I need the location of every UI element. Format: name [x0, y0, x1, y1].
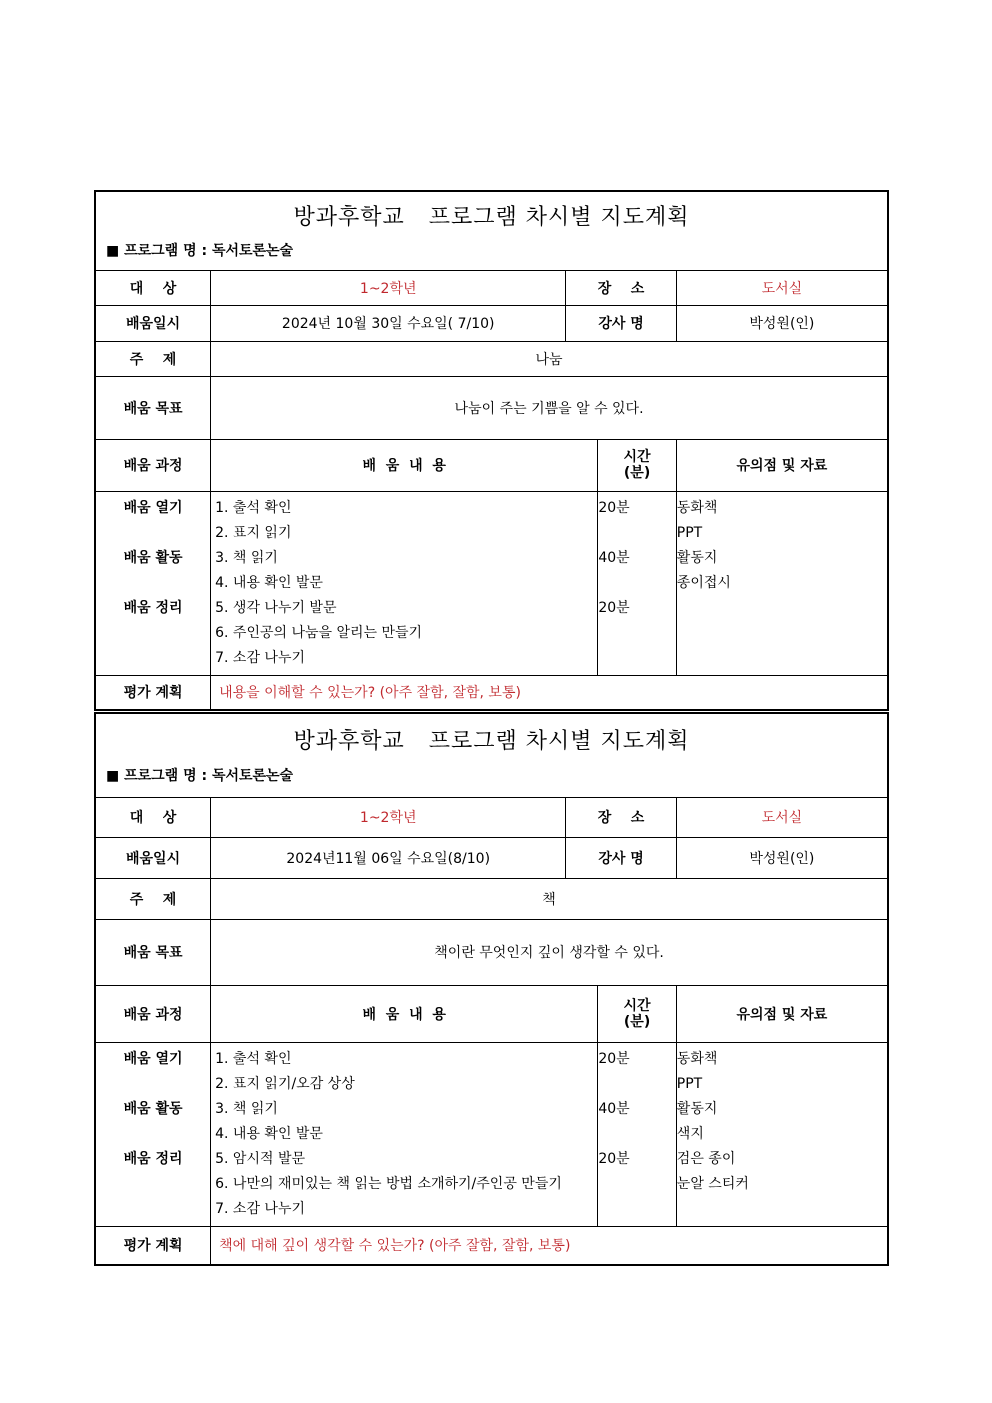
target-value: 1~2학년	[211, 798, 566, 837]
teacher-value: 박성원(인)	[676, 837, 887, 878]
notes-header: 유의점 및 자료	[676, 439, 887, 491]
step-item: 5. 암시적 발문	[215, 1150, 305, 1167]
step-item: 6. 나만의 재미있는 책 읽는 방법 소개하기/주인공 만들기	[215, 1175, 562, 1192]
material-item: 활동지	[676, 1100, 718, 1117]
lesson-plan-1	[94, 190, 889, 711]
goal-value: 나눔이 주는 기쁨을 알 수 있다.	[211, 376, 887, 439]
stage-item: 배움 활동	[123, 549, 183, 566]
place-label: 장 소	[566, 271, 676, 305]
topic-label: 주 제	[96, 878, 211, 919]
step-list	[211, 1042, 598, 1226]
goal-value: 책이란 무엇인지 깊이 생각할 수 있다.	[211, 919, 887, 985]
program-name: ■ 프로그램 명 : 독서토론논술	[106, 243, 294, 259]
materials-list	[676, 491, 887, 675]
plan-title: 방과후학교 프로그램 차시별 지도계획	[293, 205, 690, 230]
step-item: 3. 책 읽기	[215, 549, 278, 566]
target-label: 대 상	[96, 271, 211, 305]
stage-item: 배움 활동	[123, 1100, 183, 1117]
step-item: 5. 생각 나누기 발문	[215, 599, 337, 616]
material-item: PPT	[676, 524, 703, 541]
stage-item: 배움 열기	[123, 1050, 183, 1067]
material-item: 동화책	[676, 499, 718, 516]
content-header: 배 움 내 용	[211, 439, 598, 491]
time-item: 20분	[598, 1050, 630, 1067]
plan-table	[96, 798, 887, 1264]
plan-table	[96, 271, 887, 709]
step-item: 3. 책 읽기	[215, 1100, 278, 1117]
teacher-label: 강사 명	[566, 305, 676, 341]
stage-list	[96, 491, 211, 675]
step-item: 2. 표지 읽기	[215, 524, 292, 541]
step-item: 2. 표지 읽기/오감 상상	[215, 1075, 355, 1092]
step-item: 1. 출석 확인	[215, 1050, 292, 1067]
date-value: 2024년 10월 30일 수요일( 7/10)	[211, 305, 566, 341]
eval-value: 내용을 이해할 수 있는가? (아주 잘함, 잘함, 보통)	[211, 675, 887, 709]
time-item: 20분	[598, 499, 630, 516]
goal-label: 배움 목표	[96, 376, 211, 439]
eval-value: 책에 대해 깊이 생각할 수 있는가? (아주 잘함, 잘함, 보통)	[211, 1226, 887, 1264]
topic-value: 나눔	[211, 341, 887, 376]
plan-header	[96, 714, 887, 798]
stage-list	[96, 1042, 211, 1226]
teacher-label: 강사 명	[566, 837, 676, 878]
time-list	[598, 491, 676, 675]
material-item: 동화책	[676, 1050, 718, 1067]
target-label: 대 상	[96, 798, 211, 837]
plan-header	[96, 192, 887, 271]
process-header: 배움 과정	[96, 985, 211, 1042]
material-item: PPT	[676, 1075, 703, 1092]
eval-label: 평가 계획	[96, 675, 211, 709]
material-item: 검은 종이	[676, 1150, 736, 1167]
step-item: 6. 주인공의 나눔을 알리는 만들기	[215, 624, 423, 641]
teacher-value: 박성원(인)	[676, 305, 887, 341]
step-item: 7. 소감 나누기	[215, 1200, 305, 1217]
eval-label: 평가 계획	[96, 1226, 211, 1264]
goal-label: 배움 목표	[96, 919, 211, 985]
step-item: 1. 출석 확인	[215, 499, 292, 516]
material-item: 종이접시	[676, 574, 731, 591]
step-item: 4. 내용 확인 발문	[215, 1125, 323, 1142]
time-item: 20분	[598, 599, 630, 616]
place-value: 도서실	[676, 798, 887, 837]
stage-item: 배움 정리	[123, 599, 183, 616]
time-header: 시간 (분)	[598, 439, 676, 491]
place-value: 도서실	[676, 271, 887, 305]
program-name: ■ 프로그램 명 : 독서토론논술	[106, 768, 294, 784]
material-item: 눈알 스티커	[676, 1175, 749, 1192]
plan-title: 방과후학교 프로그램 차시별 지도계획	[293, 729, 690, 754]
time-header: 시간 (분)	[598, 985, 676, 1042]
date-label: 배움일시	[96, 305, 211, 341]
step-item: 7. 소감 나누기	[215, 649, 305, 666]
stage-item: 배움 정리	[123, 1150, 183, 1167]
material-item: 색지	[676, 1125, 704, 1142]
topic-value: 책	[211, 878, 887, 919]
material-item: 활동지	[676, 549, 718, 566]
date-label: 배움일시	[96, 837, 211, 878]
materials-list	[676, 1042, 887, 1226]
content-header: 배 움 내 용	[211, 985, 598, 1042]
process-header: 배움 과정	[96, 439, 211, 491]
topic-label: 주 제	[96, 341, 211, 376]
date-value: 2024년11월 06일 수요일(8/10)	[211, 837, 566, 878]
step-item: 4. 내용 확인 발문	[215, 574, 323, 591]
notes-header: 유의점 및 자료	[676, 985, 887, 1042]
lesson-plan-2	[94, 712, 889, 1266]
time-item: 20분	[598, 1150, 630, 1167]
stage-item: 배움 열기	[123, 499, 183, 516]
time-item: 40분	[598, 1100, 630, 1117]
time-item: 40분	[598, 549, 630, 566]
step-list	[211, 491, 598, 675]
time-list	[598, 1042, 676, 1226]
target-value: 1~2학년	[211, 271, 566, 305]
place-label: 장 소	[566, 798, 676, 837]
